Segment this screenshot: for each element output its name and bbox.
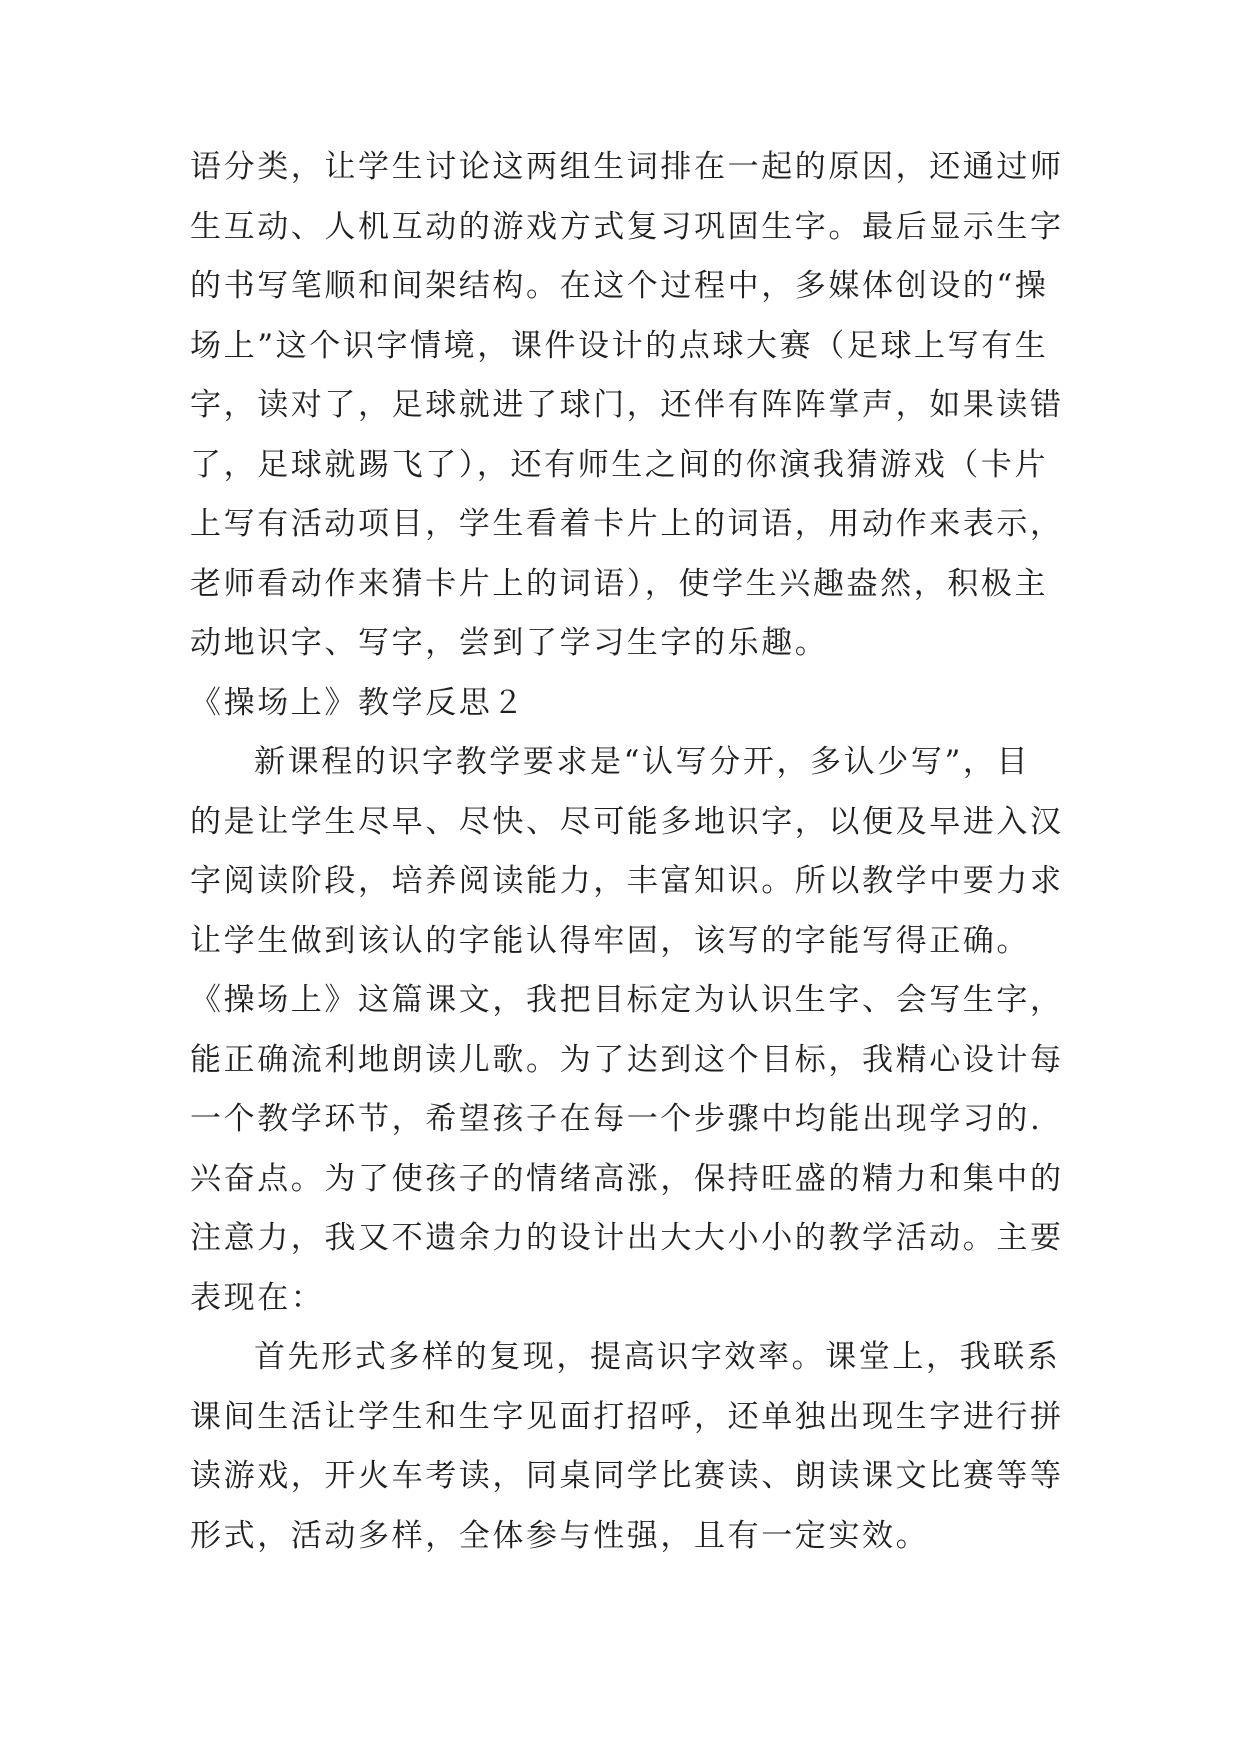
heading-text: 《操场上》教学反思２ <box>190 684 526 721</box>
text-line: 新课程的识字教学要求是“认写分开，多认少写”，目 <box>254 744 1031 780</box>
paragraph-first-point <box>190 1328 1070 1566</box>
text-line: 注意力，我又不遗余力的设计出大大小小的教学活动。主要 <box>190 1220 1064 1256</box>
text-line: 的是让学生尽早、尽快、尽可能多地识字，以便及早进入汉 <box>190 803 1064 840</box>
text-line: 字阅读阶段，培养阅读能力，丰富知识。所以教学中要力求 <box>190 863 1064 899</box>
text-line: 场上”这个识字情境，课件设计的点球大赛（足球上写有生 <box>190 327 1049 364</box>
text-line: 让学生做到该认的字能认得牢固，该写的字能写得正确。 <box>190 922 1030 959</box>
paragraph-continued <box>190 138 1070 674</box>
text-line: 表现在： <box>190 1279 325 1316</box>
text-line: 兴奋点。为了使孩子的情绪高涨，保持旺盛的精力和集中的 <box>190 1160 1064 1197</box>
text-line: 了，足球就踢飞了），还有师生之间的你演我猜游戏（卡片 <box>190 446 1049 483</box>
text-line: 语分类，让学生讨论这两组生词排在一起的原因，还通过师 <box>190 149 1064 185</box>
text-line: 课间生活让学生和生字见面打招呼，还单独出现生字进行拼 <box>190 1398 1064 1435</box>
text-line: 能正确流利地朗读儿歌。为了达到这个目标，我精心设计每 <box>190 1041 1064 1078</box>
document-body <box>190 138 1070 1566</box>
text-line: 老师看动作来猜卡片上的词语），使学生兴趣盎然，积极主 <box>190 565 1049 602</box>
paragraph-new-curriculum <box>190 733 1070 1328</box>
text-line: 上写有活动项目，学生看着卡片上的词语，用动作来表示， <box>190 506 1064 542</box>
text-line: 字，读对了，足球就进了球门，还伴有阵阵掌声，如果读错 <box>190 387 1064 423</box>
text-line: 生互动、人机互动的游戏方式复习巩固生字。最后显示生字 <box>190 208 1064 245</box>
text-line: 的书写笔顺和间架结构。在这个过程中，多媒体创设的“操 <box>190 268 1049 304</box>
section-heading <box>190 674 1070 734</box>
text-line: 读游戏，开火车考读，同桌同学比赛读、朗读课文比赛等等 <box>190 1458 1064 1494</box>
text-line: 形式，活动多样，全体参与性强，且有一定实效。 <box>190 1517 930 1554</box>
text-line: 《操场上》这篇课文，我把目标定为认识生字、会写生字， <box>190 982 1064 1018</box>
text-line: 首先形式多样的复现，提高识字效率。课堂上，我联系 <box>254 1339 1061 1375</box>
text-line: 动地识字、写字，尝到了学习生字的乐趣。 <box>190 625 829 661</box>
text-line: 一个教学环节，希望孩子在每一个步骤中均能出现学习的. <box>190 1101 1043 1137</box>
